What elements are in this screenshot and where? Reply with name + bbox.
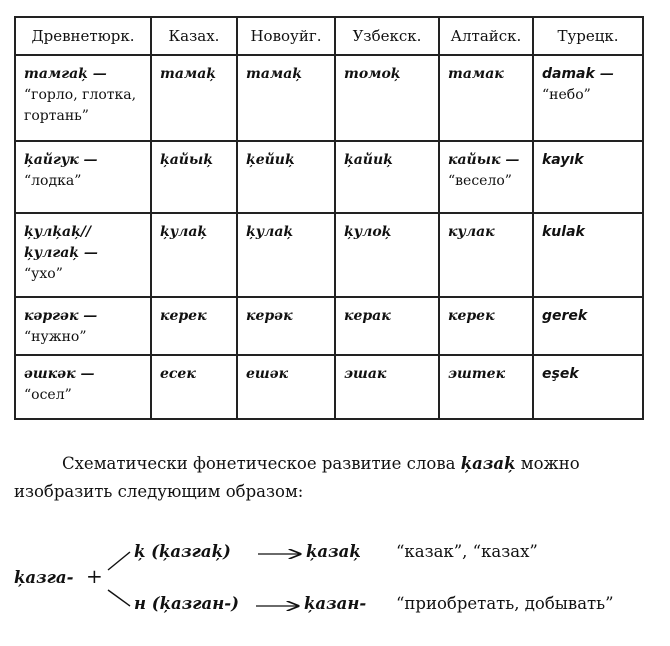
cell-uzbek: эшак	[335, 355, 439, 419]
table-row	[15, 297, 643, 355]
word: gerek	[542, 308, 588, 324]
para-word: ķазаķ	[460, 454, 516, 473]
cell-old-turkic: ķайгук — “лодка”	[15, 141, 151, 213]
para-text-before: Схематически фонетическое развитие слова	[62, 454, 461, 473]
word: кайык	[448, 152, 501, 168]
cell-old-turkic: ķулķаķ// ķулгаķ — “ухо”	[15, 213, 151, 297]
cell-kazakh: ķайыķ	[151, 141, 237, 213]
cell-uzbek: ķайиķ	[335, 141, 439, 213]
table-row	[15, 55, 643, 141]
gloss: “весело”	[448, 173, 512, 189]
cell-old-turkic: тамгаķ — “горло, глотка, гортань”	[15, 55, 151, 141]
gloss: “небо”	[542, 87, 591, 103]
cell-altai	[439, 55, 533, 141]
table-row	[15, 355, 643, 419]
derivation-scheme	[0, 530, 670, 640]
gloss: “ухо”	[24, 266, 63, 282]
cell-kazakh: керек	[151, 297, 237, 355]
cell-old-turkic: кəргəк — “нужно”	[15, 297, 151, 355]
cell-old-turkic: əшкəк — “осел”	[15, 355, 151, 419]
header-kazakh: Казах.	[151, 17, 237, 55]
branch2-gloss: “приобретать, добывать”	[396, 594, 614, 613]
word: kayık	[542, 152, 584, 168]
branch1-result: ķазаķ	[306, 542, 361, 561]
branch2-result: ķазан-	[304, 594, 367, 613]
branch-line-up	[108, 552, 130, 570]
scheme-plus: +	[86, 564, 103, 588]
header-uzbek: Узбекск.	[335, 17, 439, 55]
cell-turkish	[533, 141, 643, 213]
word: damak	[542, 66, 595, 82]
cell-new-uyghur: ķулаķ	[237, 213, 335, 297]
cell-altai: кайык — “весело”	[439, 141, 533, 213]
gloss: “осел”	[24, 387, 72, 403]
cell-uzbek: ķулоķ	[335, 213, 439, 297]
cell-new-uyghur: тамаķ	[237, 55, 335, 141]
word: əшкəк	[24, 366, 76, 382]
header-altai: Алтайск.	[439, 17, 533, 55]
gloss: “горло, глотка, гортань”	[24, 87, 137, 124]
word: ķайгук	[24, 152, 79, 168]
cell-new-uyghur: ешəк	[237, 355, 335, 419]
header-old-turkic: Древнетюрк.	[15, 17, 151, 55]
cell-uzbek: керак	[335, 297, 439, 355]
cell-kazakh: есек	[151, 355, 237, 419]
cell-turkish: damak — “небо”	[533, 55, 643, 141]
header-new-uyghur: Новоуйг.	[237, 17, 335, 55]
cell-turkish	[533, 213, 643, 297]
cell-new-uyghur: ķейиķ	[237, 141, 335, 213]
gloss: “нужно”	[24, 329, 87, 345]
word: eşek	[542, 366, 579, 382]
word: кəргəк	[24, 308, 79, 324]
cell-turkish	[533, 355, 643, 419]
word: тамак	[448, 66, 504, 82]
branch-line-down	[108, 590, 130, 606]
branch1-gloss: “казак”, “казах”	[396, 542, 538, 561]
cell-altai	[439, 355, 533, 419]
cell-kazakh: тамаķ	[151, 55, 237, 141]
word: ķулķаķ// ķулгаķ	[24, 224, 92, 261]
word: эштек	[448, 366, 506, 382]
scheme-root: ķазга-	[14, 568, 74, 587]
cell-altai	[439, 213, 533, 297]
header-turkish: Турецк.	[533, 17, 643, 55]
branch1-suffix: ķ (ķазгаķ)	[134, 542, 231, 561]
comparison-table	[14, 16, 644, 420]
word: тамгаķ	[24, 66, 88, 82]
gloss: “лодка”	[24, 173, 82, 189]
body-paragraph	[14, 450, 644, 506]
para-text-after: можно изобразить следующим образом:	[14, 454, 580, 501]
branch2-suffix: н (ķазган-)	[134, 594, 239, 613]
table-row	[15, 213, 643, 297]
table-row	[15, 141, 643, 213]
word: kulak	[542, 224, 585, 240]
cell-new-uyghur: керəк	[237, 297, 335, 355]
cell-altai	[439, 297, 533, 355]
table-header-row	[15, 17, 643, 55]
word: керек	[448, 308, 495, 324]
cell-turkish	[533, 297, 643, 355]
cell-kazakh: ķулаķ	[151, 213, 237, 297]
word: кулак	[448, 224, 495, 240]
cell-uzbek: томоķ	[335, 55, 439, 141]
